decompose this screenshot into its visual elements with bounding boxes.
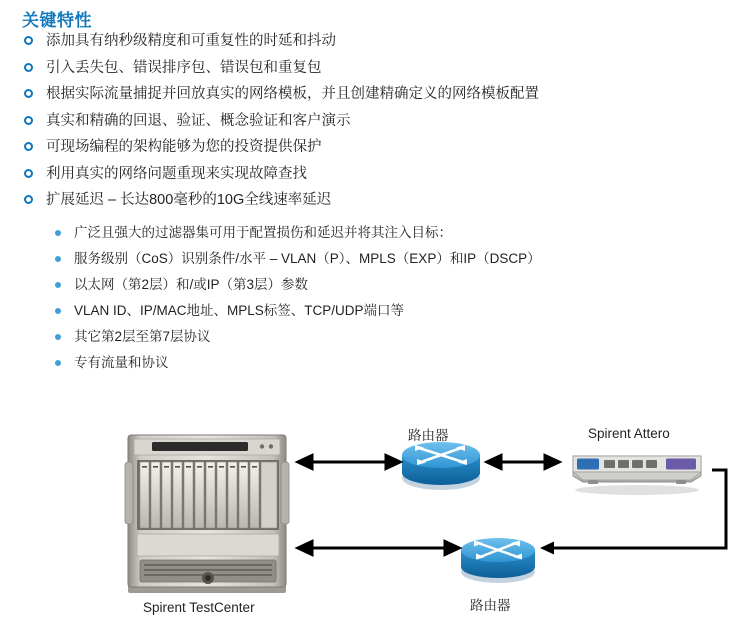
list-item xyxy=(50,328,740,345)
list-item-label: 广泛且强大的过滤器集可用于配置损伤和延迟并将其注入目标： xyxy=(74,225,452,240)
feature-list-secondary xyxy=(50,224,740,380)
link-testcenter-router-top xyxy=(298,456,400,469)
list-item xyxy=(22,59,732,77)
spirent-testcenter-chassis xyxy=(125,435,289,593)
list-item xyxy=(50,250,740,267)
list-item-label: 服务级别（CoS）识别条件/水平 – VLAN（P）、MPLS（EXP）和IP（DSCP） xyxy=(74,251,541,266)
list-item-label: 根据实际流量捕捉并回放真实的网络模板，并且创建精确定义的网络模板配置 xyxy=(46,86,539,102)
list-item xyxy=(22,112,732,130)
page-title: 关键特性 xyxy=(22,11,92,30)
list-item xyxy=(50,354,740,371)
network-topology-diagram xyxy=(0,400,750,626)
dot-bullet-icon xyxy=(55,360,61,366)
list-item xyxy=(22,191,732,209)
list-item xyxy=(22,32,732,50)
ring-bullet-icon xyxy=(24,169,33,178)
ring-bullet-icon xyxy=(24,89,33,98)
spirent-attero-appliance xyxy=(573,456,701,495)
list-item-label: 扩展延迟 – 长达800毫秒的10G全线速率延迟 xyxy=(46,192,332,208)
ring-bullet-icon xyxy=(24,116,33,125)
list-item xyxy=(50,276,740,293)
list-item-label: 添加具有纳秒级精度和可重复性的时延和抖动 xyxy=(46,33,336,49)
list-item xyxy=(50,224,740,241)
ring-bullet-icon xyxy=(24,36,33,45)
dot-bullet-icon xyxy=(55,282,61,288)
list-item-label: 专有流量和协议 xyxy=(74,355,169,370)
dot-bullet-icon xyxy=(55,230,61,236)
dot-bullet-icon xyxy=(55,334,61,340)
link-testcenter-router-bottom xyxy=(298,542,459,555)
label-router-top: 路由器 xyxy=(408,428,449,443)
label-router-bottom: 路由器 xyxy=(470,598,511,613)
router-bottom-icon xyxy=(461,538,535,583)
list-item-label: 引入丢失包、错误排序包、错误包和重复包 xyxy=(46,59,322,76)
list-item-label: 可现场编程的架构能够为您的投资提供保护 xyxy=(46,139,322,155)
list-item-label: 利用真实的网络问题重现来实现故障查找 xyxy=(46,165,307,182)
feature-list-primary xyxy=(22,32,732,218)
list-item xyxy=(22,85,732,103)
ring-bullet-icon xyxy=(24,142,33,151)
list-item xyxy=(22,165,732,183)
list-item-label: 以太网（第2层）和/或IP（第3层）参数 xyxy=(74,277,309,292)
router-top-icon xyxy=(402,442,480,490)
list-item-label: VLAN ID、IP/MAC地址、MPLS标签、TCP/UDP端口等 xyxy=(74,303,405,318)
label-spirent-testcenter: Spirent TestCenter xyxy=(143,600,255,615)
label-spirent-attero: Spirent Attero xyxy=(588,426,670,441)
ring-bullet-icon xyxy=(24,63,33,72)
dot-bullet-icon xyxy=(55,308,61,314)
ring-bullet-icon xyxy=(24,195,33,204)
link-router-top-attero xyxy=(487,456,559,469)
dot-bullet-icon xyxy=(55,256,61,262)
list-item-label: 其它第2层至第7层协议 xyxy=(74,329,211,344)
list-item-label: 真实和精确的回退、验证、概念验证和客户演示 xyxy=(46,112,351,129)
list-item xyxy=(22,138,732,156)
list-item xyxy=(50,302,740,319)
